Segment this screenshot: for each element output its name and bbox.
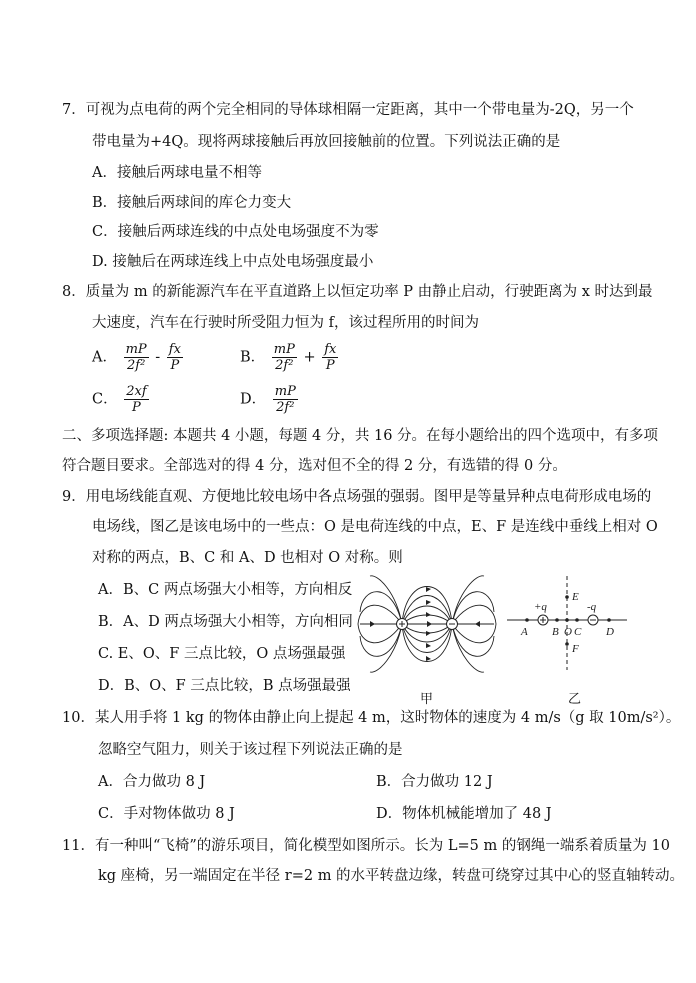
q8-option-a-op: -: [155, 349, 161, 366]
q9-line-1: 9．用电场线能直观、方便地比较电场中各点场强的强弱。图甲是等量异种点电荷形成电场的: [62, 489, 652, 505]
q7-line-1: 7．可视为点电荷的两个完全相同的导体球相隔一定距离，其中一个带电量为-2Q，另一个: [62, 102, 634, 118]
q11-line-1: 11．有一种叫“飞椅”的游乐项目，简化模型如图所示。长为 L=5 m 的钢绳一端系着质量为 10: [62, 838, 670, 854]
q8-line-1: 8．质量为 m 的新能源汽车在平直道路上以恒定功率 P 由静止启动，行驶距离为 x 时达到最: [62, 284, 653, 300]
label-b: B: [552, 626, 559, 638]
q8-option-b-frac1: $\frac{mP}{\text{2f²}}$: [273, 342, 295, 373]
q10-option-c: C．手对物体做功 8 J: [98, 806, 235, 822]
q7-line-2: 带电量为+4Q。现将两球接触后再放回接触前的位置。下列说法正确的是: [92, 134, 561, 150]
q8-option-b-op: +: [303, 349, 316, 366]
field-lines-figure: [356, 572, 498, 676]
q8-option-b-label: B．: [240, 349, 266, 366]
label-c: C: [574, 626, 582, 638]
label-f: F: [572, 643, 579, 655]
q9-line-3: 对称的两点，B、C 和 A、D 也相对 O 对称。则: [92, 550, 403, 566]
label-minus-q: -q: [587, 601, 597, 613]
q8-option-c-label: C．: [92, 391, 118, 408]
q8-option-c-frac: $\frac{2xf}{P}$: [126, 384, 147, 415]
q8-option-d-label: D．: [240, 391, 267, 408]
label-plus-q: +q: [534, 601, 547, 613]
q8-option-b-frac2: $\frac{fx}{P}$: [324, 342, 337, 373]
figure-jia-caption: 甲: [420, 692, 434, 707]
q8-option-d: [240, 384, 300, 415]
q8-option-b: [240, 342, 340, 373]
q7-option-c: C．接触后两球连线的中点处电场强度不为零: [92, 224, 379, 240]
q10-option-b: B．合力做功 12 J: [376, 774, 493, 790]
points-figure: [505, 574, 630, 672]
q10-option-d: D．物体机械能增加了 48 J: [376, 806, 552, 822]
q8-option-a-frac2: $\frac{fx}{P}$: [168, 342, 181, 373]
q8-option-a-frac1: $\frac{mP}{\text{2f²}}$: [125, 342, 147, 373]
figure-yi-caption: 乙: [568, 692, 582, 707]
section2-line-2: 符合题目要求。全部选对的得 4 分，选对但不全的得 2 分，有选错的得 0 分。: [62, 458, 567, 474]
q8-option-a: [92, 342, 185, 373]
q7-option-b: B．接触后两球间的库仑力变大: [92, 195, 292, 211]
q7-option-d: D. 接触后在两球连线上中点处电场强度最小: [92, 254, 374, 270]
q7-option-a: A．接触后两球电量不相等: [92, 165, 262, 181]
q11-line-2: kg 座椅，另一端固定在半径 r=2 m 的水平转盘边缘，转盘可绕穿过其中心的竖直轴转动。: [98, 868, 685, 884]
q8-option-d-frac: $\frac{mP}{\text{2f²}}$: [274, 384, 296, 415]
q9-option-c: C. E、O、F 三点比较，O 点场强最强: [98, 646, 346, 662]
q9-option-d: D．B、O、F 三点比较，B 点场强最强: [98, 678, 351, 694]
label-a: A: [521, 626, 528, 638]
q10-line-2: 忽略空气阻力，则关于该过程下列说法正确的是: [98, 742, 403, 758]
q10-line-1: 10．某人用手将 1 kg 的物体由静止向上提起 4 m，这时物体的速度为 4 m/s（g 取 10m/s²）。: [62, 710, 681, 726]
q8-line-2: 大速度，汽车在行驶时所受阻力恒为 f，该过程所用的时间为: [92, 315, 479, 331]
q9-option-a: A．B、C 两点场强大小相等，方向相反: [98, 582, 353, 598]
label-d: D: [606, 626, 614, 638]
q9-line-2: 电场线，图乙是该电场中的一些点：O 是电荷连线的中点，E、F 是连线中垂线上相对 O: [92, 519, 658, 535]
label-o: O: [564, 626, 572, 638]
section2-line-1: 二、多项选择题: 本题共 4 小题，每题 4 分，共 16 分。在每小题给出的四个选项中，有多项: [62, 428, 659, 444]
label-e: E: [572, 591, 579, 603]
q8-option-a-label: A．: [92, 349, 117, 366]
q10-option-a: A．合力做功 8 J: [98, 774, 206, 790]
q8-option-c: [92, 384, 151, 415]
q9-option-b: B．A、D 两点场强大小相等，方向相同: [98, 614, 353, 630]
